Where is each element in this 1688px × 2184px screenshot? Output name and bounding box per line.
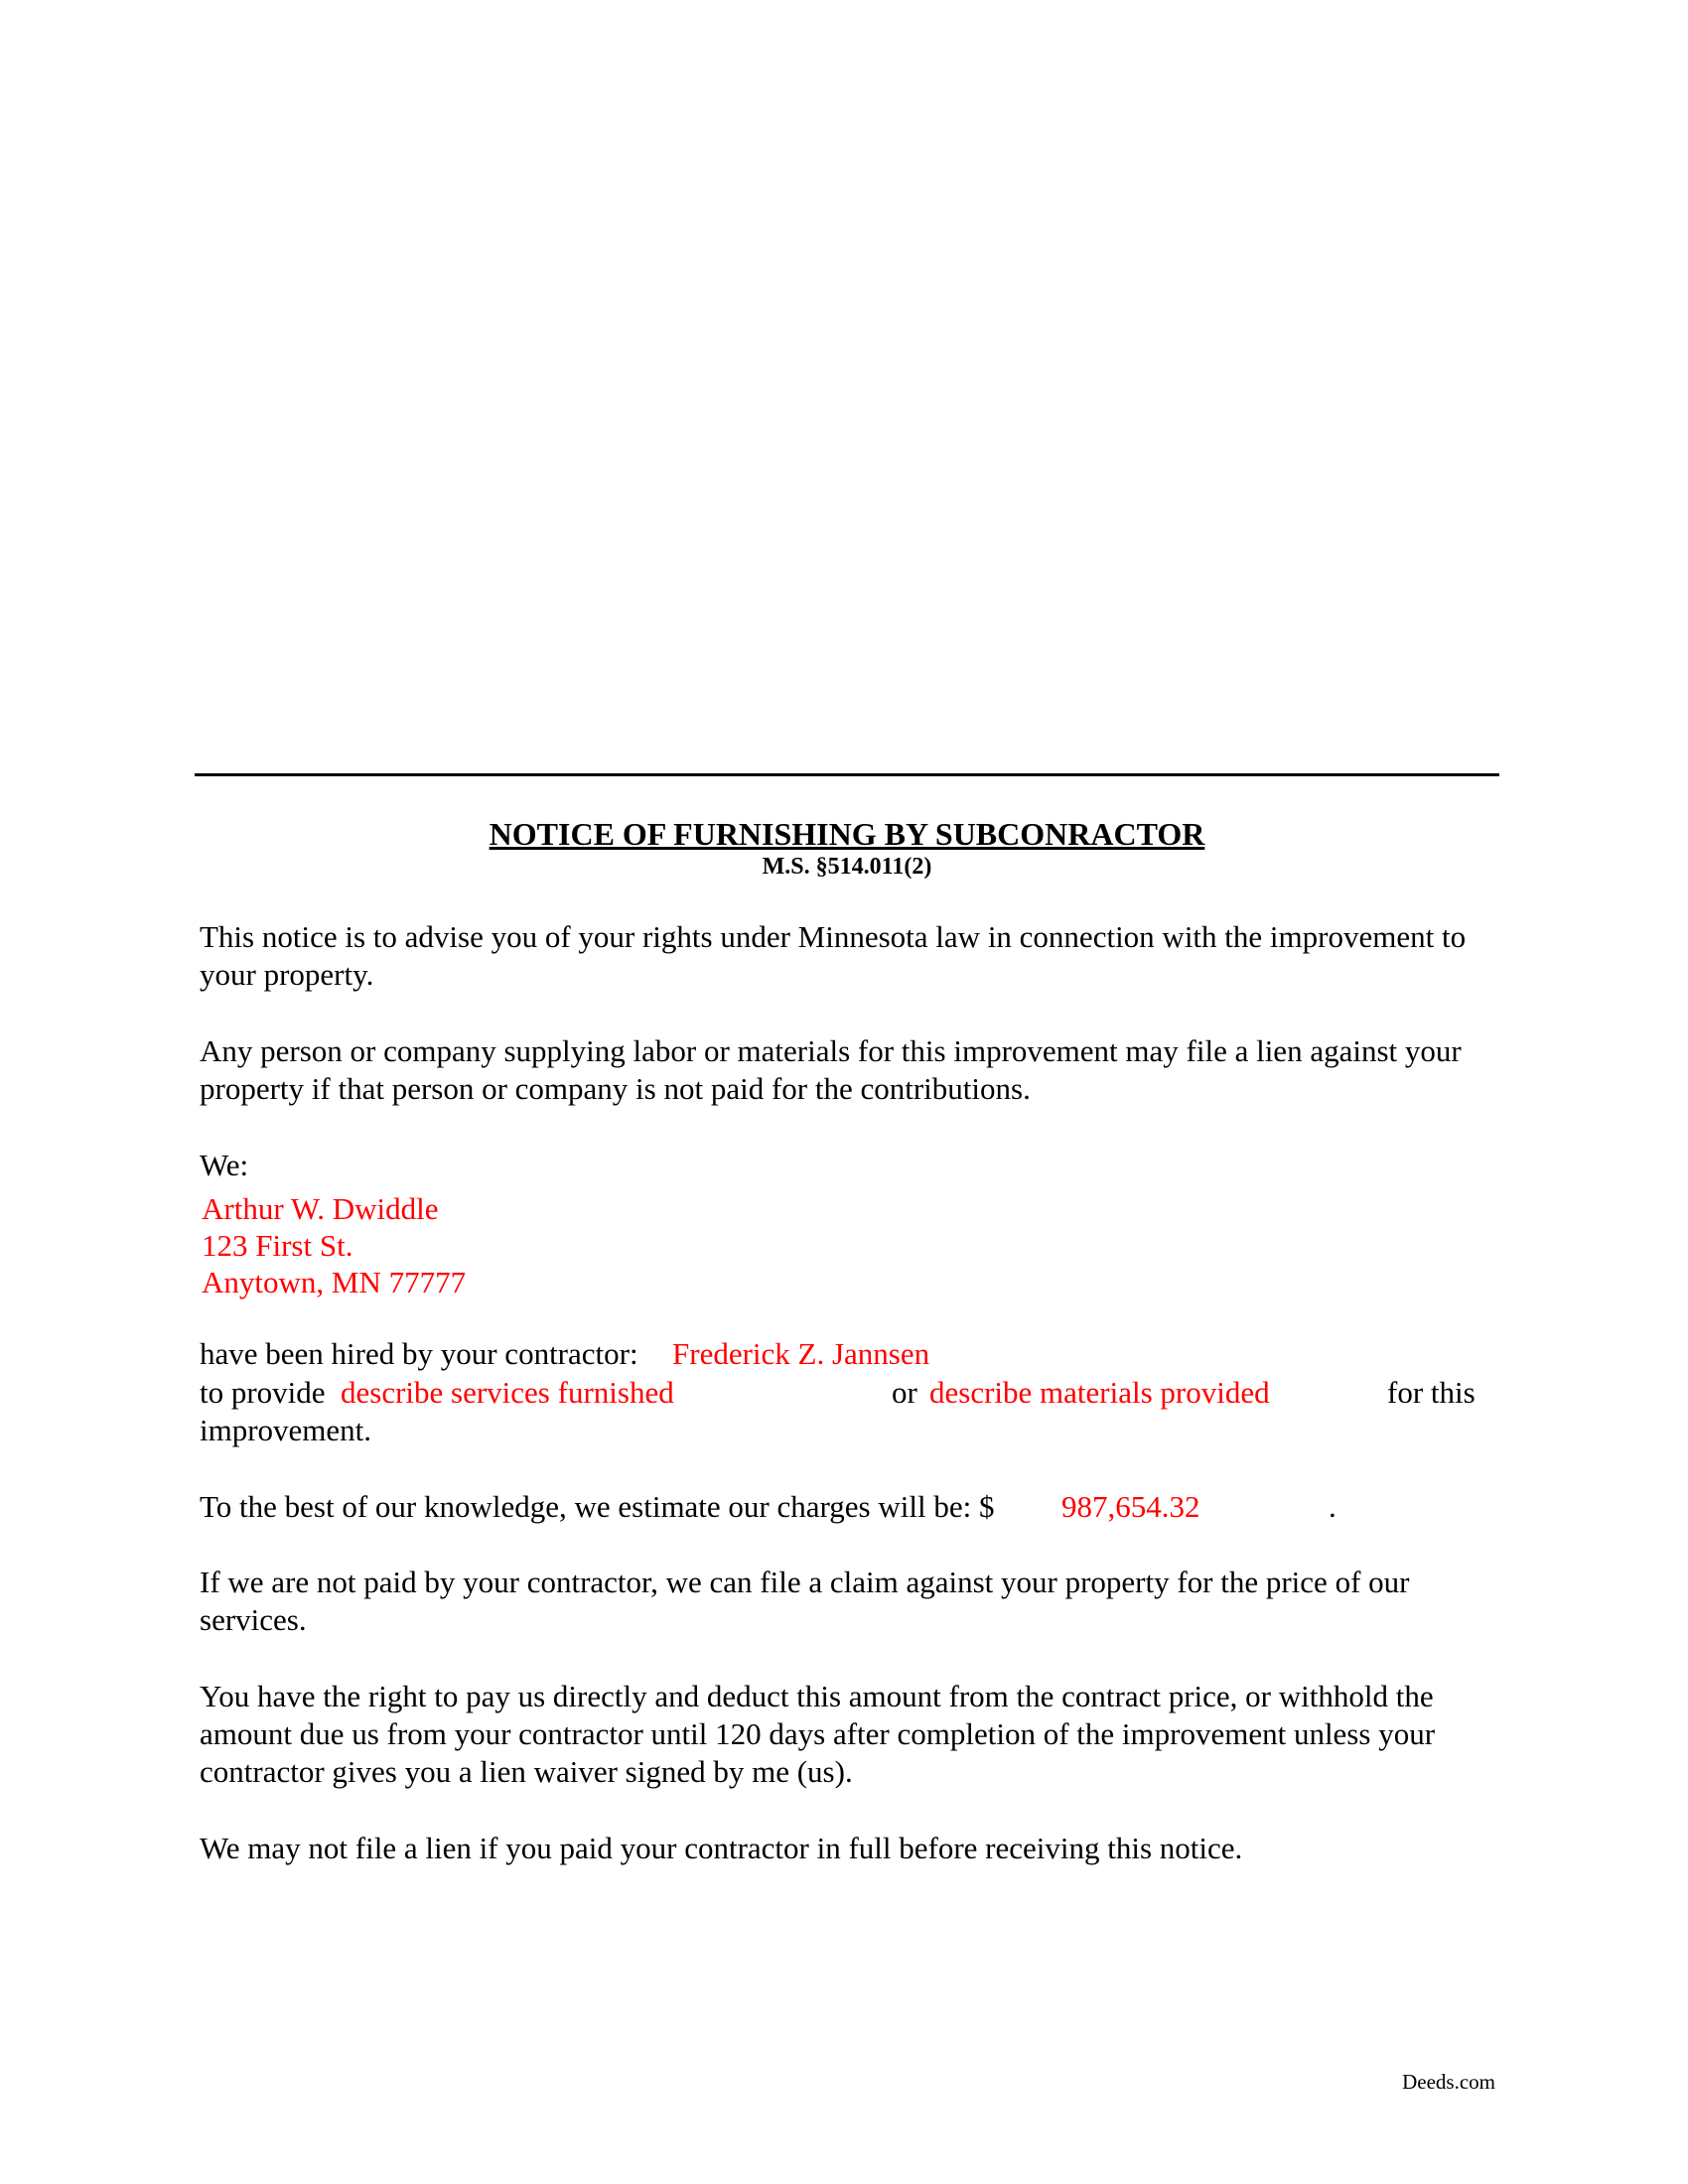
contractor-name: Frederick Z. Jannsen xyxy=(672,1336,930,1371)
estimate-label: To the best of our knowledge, we estimate our charges will be: $ xyxy=(200,1489,995,1524)
right-to-pay-paragraph: You have the right to pay us directly and deduct this amount from the contract price, or withhold the amount due us from your contractor until 120 days after completion of the improvement unless your contractor gives you a lien waiver signed by me (us). xyxy=(200,1679,1436,1789)
footer-brand: Deeds.com xyxy=(1402,2070,1495,2094)
we-label: We: xyxy=(200,1148,249,1182)
claimant-name: Arthur W. Dwiddle xyxy=(202,1191,439,1226)
hired-label: have been hired by your contractor: xyxy=(200,1336,638,1371)
claim-paragraph: If we are not paid by your contractor, we can file a claim against your property for the price of our services. xyxy=(200,1565,1410,1637)
services-furnished-field: describe services furnished xyxy=(341,1375,674,1410)
statute-citation: M.S. §514.011(2) xyxy=(762,854,932,880)
provide-label: to provide xyxy=(200,1375,326,1410)
lien-warning-paragraph: Any person or company supplying labor or materials for this improvement may file a lien against your property if that person or company is not paid for the contributions. xyxy=(200,1033,1462,1106)
materials-provided-field: describe materials provided xyxy=(929,1375,1270,1410)
header-rule xyxy=(195,773,1499,776)
no-lien-paragraph: We may not file a lien if you paid your contractor in full before receiving this notice. xyxy=(200,1831,1243,1865)
estimate-amount: 987,654.32 xyxy=(1061,1489,1200,1524)
or-label: or xyxy=(892,1375,917,1410)
claimant-city-state-zip: Anytown, MN 77777 xyxy=(202,1265,467,1299)
document-title: NOTICE OF FURNISHING BY SUBCONRACTOR xyxy=(489,816,1205,852)
rights-paragraph: This notice is to advise you of your rights under Minnesota law in connection with the improvement to your property. xyxy=(200,919,1467,992)
for-this-label: for this xyxy=(1387,1375,1476,1410)
claimant-street: 123 First St. xyxy=(202,1228,353,1263)
estimate-period: . xyxy=(1329,1489,1336,1524)
improvement-label: improvement. xyxy=(200,1413,372,1447)
